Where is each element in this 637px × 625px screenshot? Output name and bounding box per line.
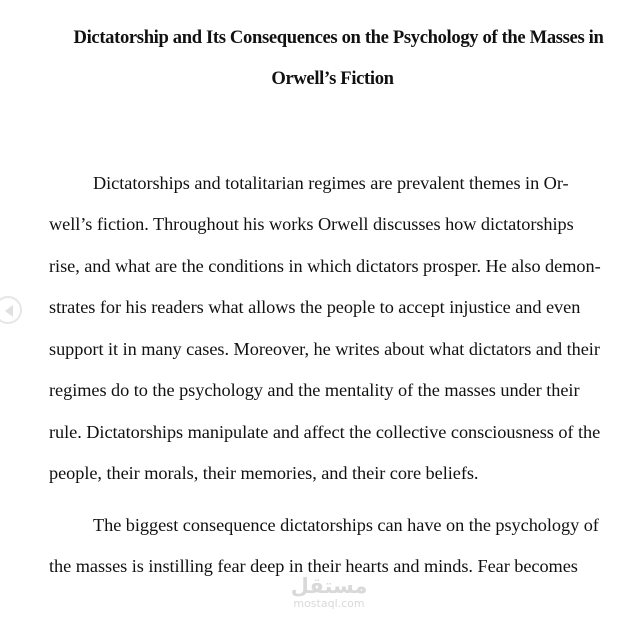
paragraph-line: rule. Dictatorships manipulate and affect the collective consciousness of the bbox=[49, 422, 601, 442]
paragraph-line: people, their morals, their memories, and their core beliefs. bbox=[49, 463, 479, 483]
watermark-arabic: مستقل bbox=[290, 574, 368, 598]
paragraph-line: Dictatorships and totalitarian regimes are prevalent themes in Or- bbox=[93, 173, 569, 193]
paragraph-line: support it in many cases. Moreover, he writes about what dictators and their bbox=[49, 339, 600, 359]
paragraph-line: the masses is instilling fear deep in their hearts and minds. Fear becomes bbox=[49, 556, 578, 576]
watermark bbox=[284, 575, 374, 610]
document-title-line-1: Dictatorship and Its Consequences on the Psychology of the Masses in bbox=[73, 27, 604, 48]
paragraph-line: rise, and what are the conditions in which dictators prosper. He also demon- bbox=[49, 256, 601, 276]
paragraph-line: regimes do to the psychology and the mentality of the masses under their bbox=[49, 380, 580, 400]
previous-page-button[interactable] bbox=[0, 296, 22, 324]
paragraph-line: well’s fiction. Throughout his works Orwell discusses how dictatorships bbox=[49, 214, 574, 234]
watermark-latin: mostaql.com bbox=[293, 597, 365, 610]
document-title-line-2: Orwell’s Fiction bbox=[271, 68, 394, 89]
paragraph-line: The biggest consequence dictatorships can have on the psychology of bbox=[93, 515, 599, 535]
paragraph-line: strates for his readers what allows the people to accept injustice and even bbox=[49, 297, 581, 317]
